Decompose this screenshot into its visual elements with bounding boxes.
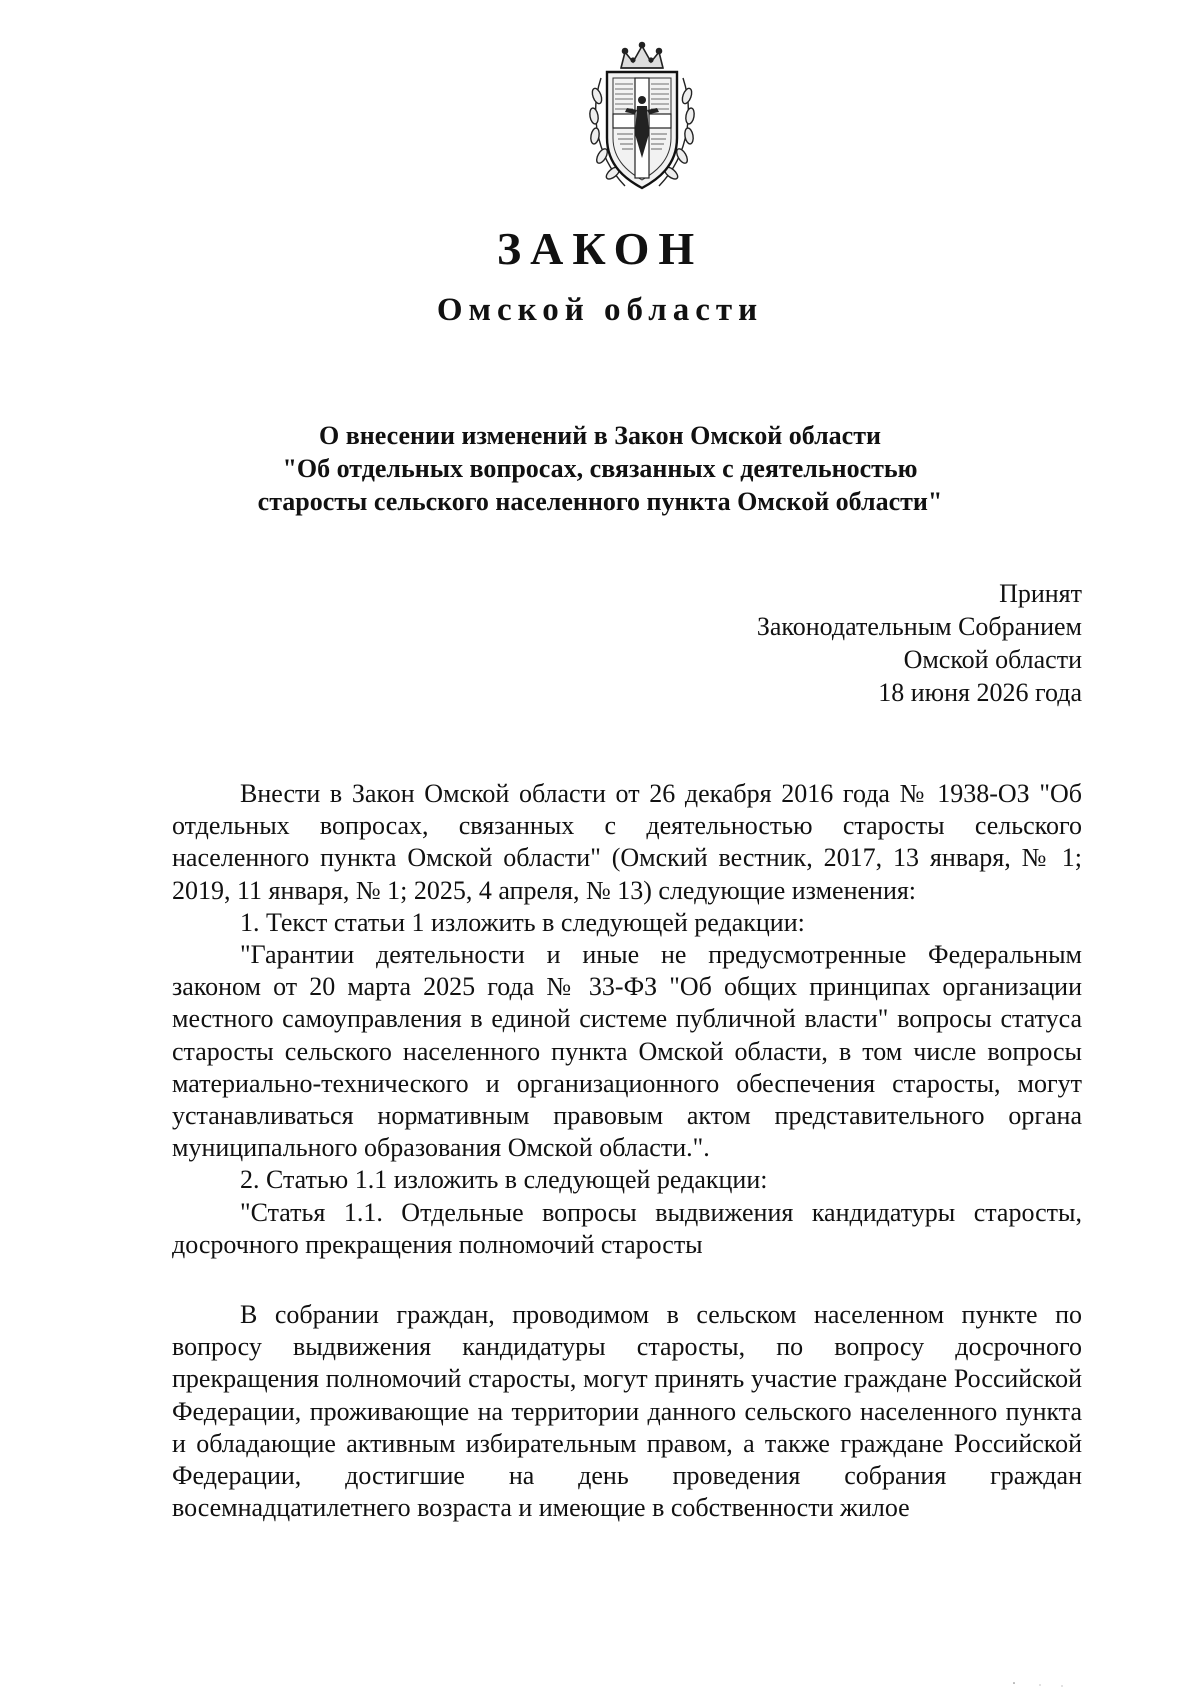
document-title: ЗАКОН (496, 223, 704, 274)
adoption-line-2: Законодательным Собранием (756, 612, 1082, 641)
coat-of-arms-emblem (587, 38, 697, 198)
adoption-line-3: Омской области (903, 645, 1082, 674)
law-subject-line-2: "Об отдельных вопросах, связанных с деятельностью (282, 454, 918, 483)
law-subject (160, 419, 1040, 518)
law-body (172, 778, 1082, 1524)
adoption-line-1: Принят (999, 579, 1082, 608)
scan-specks (1010, 1680, 1070, 1690)
law-subject-line-1: О внесении изменений в Закон Омской области (319, 421, 881, 450)
body-paragraph-item-1: 1. Текст статьи 1 изложить в следующей редакции: (240, 907, 805, 937)
adoption-block (757, 577, 1082, 709)
body-paragraph-article-1-1-heading: "Статья 1.1. Отдельные вопросы выдвижения кандидатуры старосты, досрочного прекращения полномочий старосты (172, 1197, 1082, 1259)
adoption-date: 18 июня 2026 года (878, 678, 1082, 707)
body-paragraph-article-1-1-text: В собрании граждан, проводимом в сельском населенном пункте по вопросу выдвижения кандидатуры старосты, по вопросу досрочного прекращения полномочий старосты, могут принять участие граждане Российской Федерации, проживающие на территории данного сельского населенного пункта и обладающие активным избирательным правом, а также граждане Российской Федерации, достигшие на день проведения собрания граждан восемнадцатилетнего возраста и имеющие в собственности жилое (172, 1300, 1082, 1523)
document-region: Омской области (436, 292, 764, 328)
body-paragraph-intro: Внести в Закон Омской области от 26 декабря 2016 года № 1938-ОЗ "Об отдельных вопросах, связанных с деятельностью старосты сельского населенного пункта Омской области" (Омский вестник, 2017, 13 января, № 1; 2019, 11 января, № 1; 2025, 4 апреля, № 13) следующие изменения: (172, 779, 1082, 905)
body-paragraph-item-2: 2. Статью 1.1 изложить в следующей редакции: (240, 1165, 768, 1195)
law-subject-line-3: старосты сельского населенного пункта Омской области" (257, 487, 943, 516)
body-paragraph-article-1-text: "Гарантии деятельности и иные не предусмотренные Федеральным законом от 20 марта 2025 года № 33-ФЗ "Об общих принципах организации местного самоуправления в единой системе публичной власти" вопросы статуса старосты сельского населенного пункта Омской области, в том числе вопросы материально-технического и организационного обеспечения старосты, могут устанавливаться нормативным правовым актом представительного органа муниципального образования Омской области.". (172, 940, 1082, 1163)
